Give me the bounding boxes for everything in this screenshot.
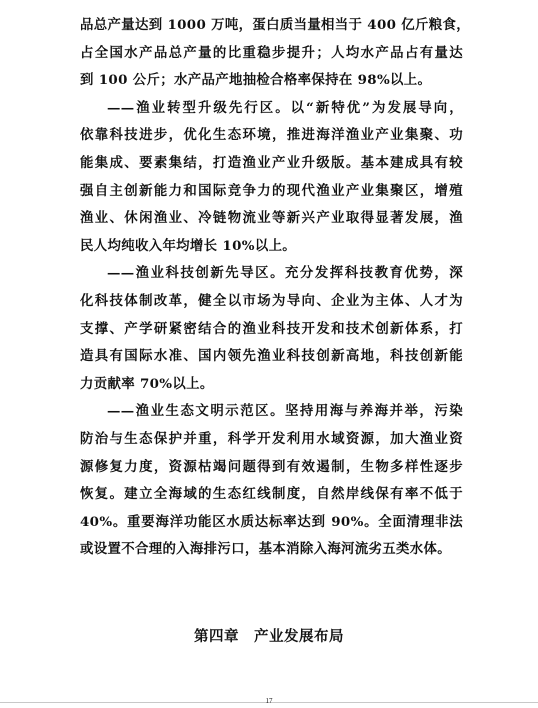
text-line: ——渔业转型升级先行区。以“新特优”为发展导向， xyxy=(107,99,463,116)
text-line: 源修复力度，资源枯竭问题得到有效遏制，生物多样性逐步 xyxy=(80,458,463,475)
text-line: 品总产量达到 1000 万吨，蛋白质当量相当于 400 亿斤粮食， xyxy=(80,17,471,33)
text-line: ——渔业生态文明示范区。坚持用海与养海并举，污染 xyxy=(107,403,463,420)
page-number: 17 xyxy=(265,697,273,705)
text-line: 或设置不合理的入海排污口，基本消除入海河流劣五类水体。 xyxy=(80,541,451,558)
body-text xyxy=(80,12,471,564)
text-line: 依靠科技进步，优化生态环境，推进海洋渔业产业集聚、功 xyxy=(80,127,463,144)
text-line: 强自主创新能力和国际竞争力的现代渔业产业集聚区，增殖 xyxy=(80,182,463,199)
paragraph-innovation-zone xyxy=(80,260,463,398)
text-line: ——渔业科技创新先导区。充分发挥科技教育优势，深 xyxy=(107,265,463,282)
text-line: 支撑、产学研紧密结合的渔业科技开发和技术创新体系，打 xyxy=(80,320,463,337)
paragraph-transformation-zone xyxy=(80,95,463,261)
text-line: 造具有国际水准、国内领先渔业科技创新高地，科技创新能 xyxy=(80,348,463,365)
text-line: 到 100 公斤；水产品产地抽检合格率保持在 98%以上。 xyxy=(80,72,432,89)
text-line: 恢复。建立全海域的生态红线制度，自然岸线保有率不低于 xyxy=(80,486,463,503)
chapter-heading: 第四章 产业发展布局 xyxy=(194,629,344,645)
text-line: 民人均纯收入年均增长 10%以上。 xyxy=(80,237,297,254)
text-line: 力贡献率 70%以上。 xyxy=(80,375,214,392)
paragraph-production-targets xyxy=(80,12,471,95)
paragraph-ecology-zone xyxy=(80,398,463,564)
text-line: 占全国水产品总产量的比重稳步提升；人均水产品占有量达 xyxy=(80,44,463,61)
text-line: 化科技体制改革，健全以市场为导向、企业为主体、人才为 xyxy=(80,292,463,309)
text-line: 能集成、要素集结，打造渔业产业升级版。基本建成具有较 xyxy=(80,154,463,171)
text-line: 防治与生态保护并重，科学开发利用水域资源，加大渔业资 xyxy=(80,430,463,447)
text-line: 40%。重要海洋功能区水质达标率达到 90%。全面清理非法 xyxy=(80,513,463,530)
text-line: 渔业、休闲渔业、冷链物流业等新兴产业取得显著发展，渔 xyxy=(80,210,463,227)
